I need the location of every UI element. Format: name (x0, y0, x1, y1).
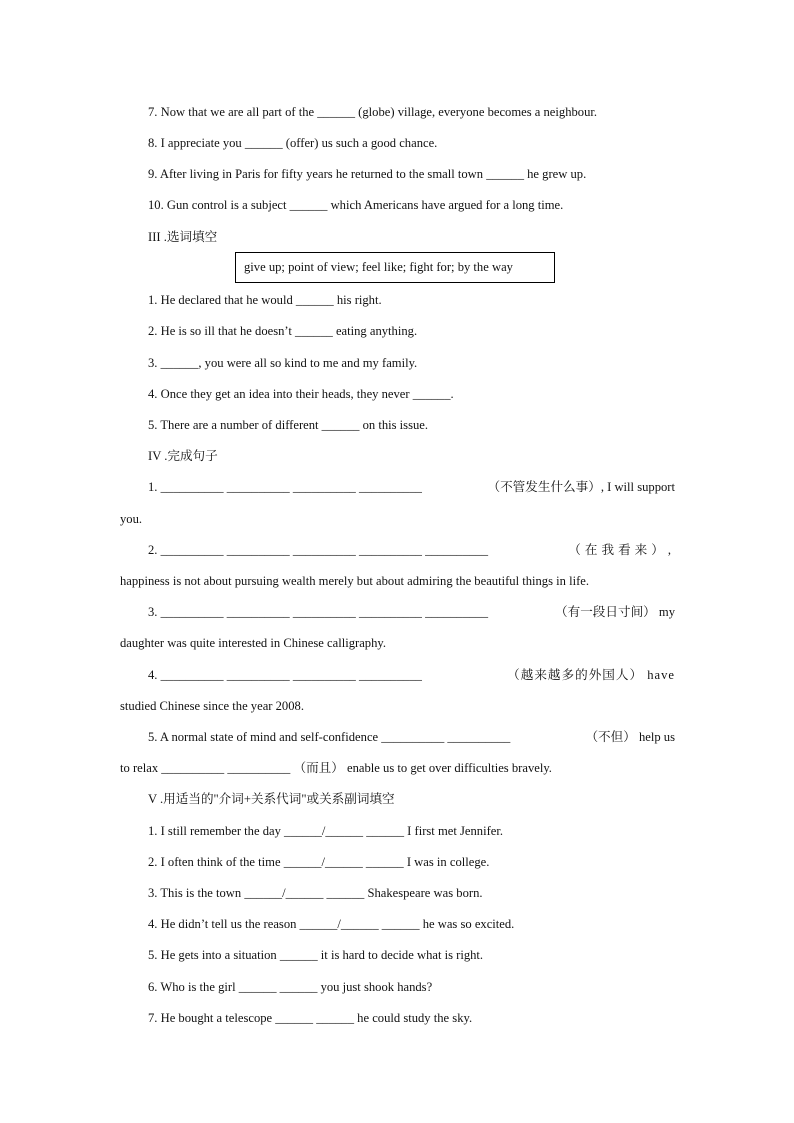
item-continuation: to relax __________ __________ （而且） enable us to get over difficulties bravely. (120, 761, 552, 775)
exercise-item (148, 604, 675, 620)
exercise-item: 3. This is the town ______/______ ______ Shakespeare was born. (148, 886, 483, 900)
exercise-item: 10. Gun control is a subject ______ which Americans have argued for a long time. (148, 198, 564, 212)
item-text: 3. __________ __________ __________ __________ __________ (148, 605, 489, 619)
section-heading: V .用适当的"介词+关系代词"或关系副词填空 (148, 792, 395, 806)
item-continuation: happiness is not about pursuing wealth merely but about admiring the beautiful things in life. (120, 574, 590, 588)
exercise-item: 8. I appreciate you ______ (offer) us such a good chance. (148, 136, 438, 150)
exercise-item: 3. ______, you were all so kind to me and my family. (148, 356, 418, 370)
item-text: 5. A normal state of mind and self-confidence __________ __________ (148, 730, 511, 744)
item-text: 4. __________ __________ __________ __________ (148, 668, 422, 682)
exercise-item: 4. He didn’t tell us the reason ______/______ ______ he was so excited. (148, 917, 515, 931)
exercise-item: 6. Who is the girl ______ ______ you just shook hands? (148, 980, 433, 994)
item-hint: （越来越多的外国人） have (507, 668, 675, 682)
item-hint: （不但） help us (585, 730, 675, 744)
exercise-item: 7. Now that we are all part of the ______ (globe) village, everyone becomes a neighbour. (148, 105, 598, 119)
exercise-item: 1. I still remember the day ______/______ ______ I first met Jennifer. (148, 824, 504, 838)
section-heading: IV .完成句子 (148, 449, 218, 463)
item-hint: （不管发生什么事）, I will support (487, 480, 675, 494)
exercise-item: 7. He bought a telescope ______ ______ he could study the sky. (148, 1011, 473, 1025)
item-text: 2. __________ __________ __________ __________ __________ (148, 543, 489, 557)
exercise-item: 5. There are a number of different ______ on this issue. (148, 418, 429, 432)
item-continuation: studied Chinese since the year 2008. (120, 699, 304, 713)
exercise-item: 9. After living in Paris for fifty years he returned to the small town ______ he grew up. (148, 167, 587, 181)
exercise-item (148, 479, 675, 495)
exercise-item: 4. Once they get an idea into their heads, they never ______. (148, 387, 454, 401)
section-heading: III .选词填空 (148, 230, 218, 244)
exercise-item (148, 729, 675, 745)
exercise-item: 2. I often think of the time ______/______ ______ I was in college. (148, 855, 490, 869)
exercise-item (148, 542, 675, 558)
item-hint: （有一段日寸间） my (555, 605, 675, 619)
exercise-item: 1. He declared that he would ______ his right. (148, 293, 382, 307)
exercise-item: 5. He gets into a situation ______ it is hard to decide what is right. (148, 948, 484, 962)
item-continuation: daughter was quite interested in Chinese calligraphy. (120, 636, 387, 650)
item-text: 1. __________ __________ __________ __________ (148, 480, 422, 494)
item-continuation: you. (120, 512, 143, 526)
item-hint: （在我看来）, (568, 543, 675, 557)
exercise-item: 2. He is so ill that he doesn’t ______ eating anything. (148, 324, 418, 338)
exercise-item (148, 667, 675, 683)
word-box: give up; point of view; feel like; fight for; by the way (235, 252, 555, 283)
